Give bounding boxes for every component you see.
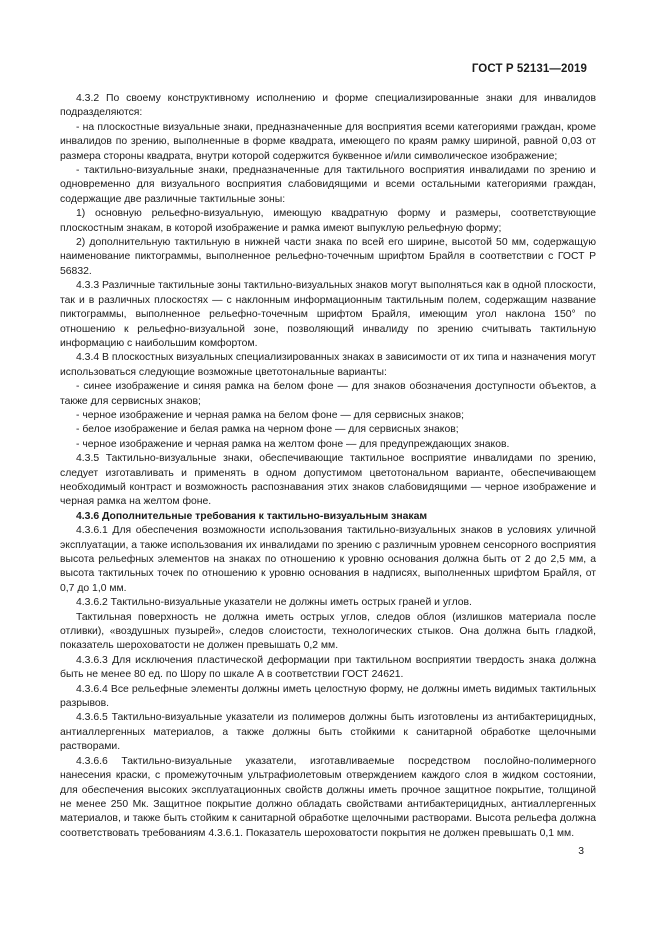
list-item-flat-signs: - на плоскостные визуальные знаки, предназначенные для восприятия всеми категориями граждан, кроме инвалидов по зрению, выполненные в форме квадрата, имеющего по краям рамку шириной, равной 0,03 от размера стороны квадрата, внутри которой содержится буквенное и/или символическое изображение; [60,121,596,162]
paragraph-4-3-2: 4.3.2 По своему конструктивному исполнению и форме специализированные знаки для инвалидов подразделяются: [60,93,596,119]
standard-header: ГОСТ Р 52131—2019 [471,63,587,75]
paragraph-4-3-6-6: 4.3.6.6 Тактильно-визуальные указатели, изготавливаемые посредством послойно-полимерного нанесения краски, с промежуточным ультрафиолетовым отверждением каждого слоя в жидком состоянии, для обеспечения высоких эксплуатационных свойств должны иметь прочное защитное покрытие, толщиной не менее 250 Мк. Защитное покрытие должно обладать свойствами антибактерицидных, антиаллергенных материалов, и также быть стойким к санитарной обработке щелочными растворами. Высота рельефа должна соответствовать требованиям 4.3.6.1. Показатель шероховатости покрытия не должен превышать 0,1 мм. [60,755,596,839]
paragraph-tactile-surface: Тактильная поверхность не должна иметь острых углов, следов облоя (излишков материала после отливки), «воздушных пузырей», следов слоистости, технологических стыков. Она должна быть гладкой, показатель шероховатости не должен превышать 0,2 мм. [60,611,596,652]
paragraph-4-3-6-3: 4.3.6.3 Для исключения пластической деформации при тактильном восприятии твердость знака должна быть не менее 80 ед. по Шору по шкале А в соответствии ГОСТ 24621. [60,654,596,681]
list-item-blue-on-white: - синее изображение и синяя рамка на белом фоне — для знаков обозначения доступности объектов, а также для сервисных знаков; [60,381,596,407]
paragraph-4-3-3: 4.3.3 Различные тактильные зоны тактильно-визуальных знаков могут выполняться как в одной плоскости, так и в различных плоскостях — с наклонным информационным тактильным полем, содержащим название пиктограммы, выполненное рельефно-точечным шрифтом Брайля, имеющим угол наклона 150° по отношению к рельефно-визуальной зоне, позволяющий инвалиду по зрению считывать тактильную информацию с наибольшим комфортом. [60,280,596,349]
page-number: 3 [578,846,584,857]
list-item-white-on-black: - белое изображение и белая рамка на черном фоне — для сервисных знаков; [76,424,459,436]
list-item-black-on-white: - черное изображение и черная рамка на белом фоне — для сервисных знаков; [76,409,465,421]
list-item-main-zone: 1) основную рельефно-визуальную, имеющую квадратную форму и размеры, соответствующие плоскостным знакам, в которой изображение и рамка имеют выпуклую рельефную форму; [60,208,596,234]
paragraph-4-3-6-2: 4.3.6.2 Тактильно-визуальные указатели не должны иметь острых граней и углов. [76,597,472,609]
list-item-additional-zone: 2) дополнительную тактильную в нижней части знака по всей его ширине, высотой 50 мм, содержащую наименование пиктограммы, выполненное рельефно-точечным шрифтом Брайля в соответствии с ГОСТ Р 56832. [60,237,596,277]
list-item-black-on-yellow: - черное изображение и черная рамка на желтом фоне — для предупреждающих знаков. [76,438,510,450]
paragraph-4-3-6-5: 4.3.6.5 Тактильно-визуальные указатели из полимеров должны быть изготовлены из антибактерицидных, антиаллергенных материалов, а также должны быть стойкими к санитарной обработке щелочными растворами. [60,712,596,753]
paragraph-4-3-5: 4.3.5 Тактильно-визуальные знаки, обеспечивающие тактильное восприятие инвалидами по зрению, следует изготавливать и применять в одном допустимом цветотональном варианте, обеспечивающем необходимый контраст и возможность распознавания этих знаков слабовидящими — черное изображение и черная рамка на желтом фоне. [60,453,596,508]
section-heading-4-3-6: 4.3.6 Дополнительные требования к тактильно-визуальным знакам [76,510,428,522]
list-item-tactile-signs: - тактильно-визуальные знаки, предназначенные для тактильного восприятия инвалидами по зрению и одновременно для визуального восприятия слабовидящими и всеми остальными категориями граждан, содержащие две различные тактильные зоны: [60,165,596,205]
paragraph-4-3-6-1: 4.3.6.1 Для обеспечения возможности использования тактильно-визуальных знаков в условиях уличной эксплуатации, а также использования их инвалидами по зрению с различным уровнем сенсорного восприятия высота рельефных элементов на знаках по отношению к уровню основания должна быть от 2 до 2,5 мм, а высота тактильных точек по отношению к уровню основания в надписях, выполненных шрифтом Брайля, от 0,7 до 1,0 мм. [60,525,596,594]
document-body [60,92,596,841]
paragraph-4-3-4: 4.3.4 В плоскостных визуальных специализированных знаках в зависимости от их типа и назначения могут использоваться следующие возможные цветотональные варианты: [60,352,596,378]
paragraph-4-3-6-4: 4.3.6.4 Все рельефные элементы должны иметь целостную форму, не должны иметь видимых тактильных разрывов. [60,683,596,710]
